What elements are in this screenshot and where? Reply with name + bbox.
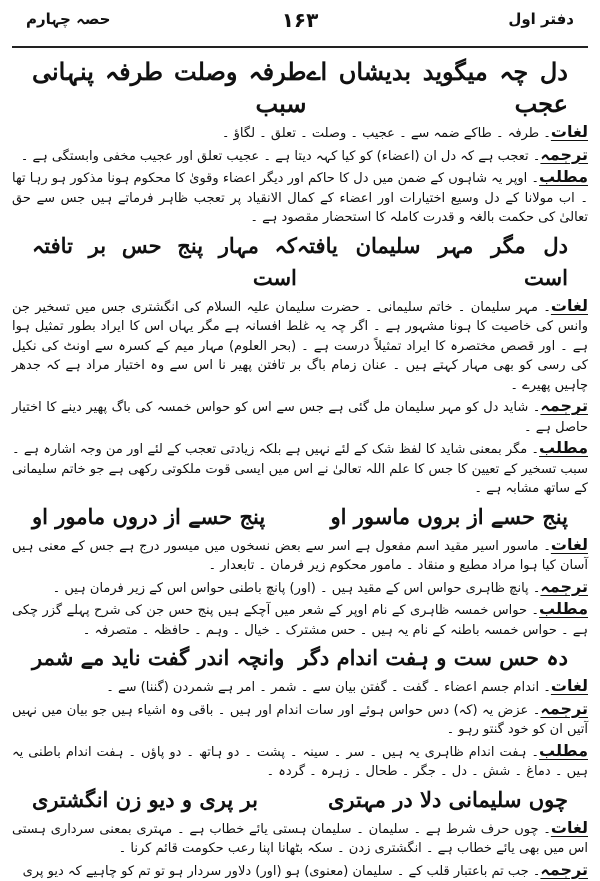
verse-couplet — [12, 501, 588, 533]
section-label: مطلب — [539, 599, 588, 618]
section-label: لغات — [551, 296, 588, 315]
lughat-paragraph — [12, 535, 588, 576]
section-label: ترجمہ — [540, 860, 588, 879]
verse-first-hemistich: دل مگر مہر سلیمان یافتہ است — [297, 230, 568, 294]
tarjuma-paragraph — [12, 860, 588, 881]
paragraph-text: ۔ تعجب ہے کہ دل ان (اعضاء) کو کیا کہہ دیتا ہے ۔ عجیب تعلق اور عجیب مخفی وابستگی ہے ۔ — [21, 149, 541, 164]
section-label: لغات — [551, 676, 588, 695]
matlab-paragraph — [12, 599, 588, 640]
verse-second-hemistich: پنج حسے از دروں مامور او — [32, 501, 265, 533]
verse-second-hemistich: بر پری و دیو زن انگشتری — [32, 784, 258, 816]
section-label: ترجمہ — [540, 577, 588, 596]
verse-couplet — [12, 56, 588, 120]
paragraph-text: ۔ حواس خمسہ ظاہری کے نام اوپر کے شعر میں آچکے ہیں پنج حس جن کی شرح پہلے گزر چکی ہے ۔ حواس خمسہ باطنہ کے نام یہ ہیں ۔ حس مشترک ۔ خیال ۔ وہم ۔ حافظہ ۔ متصرفہ ۔ — [12, 603, 588, 638]
page-number: ۱۶۳ — [12, 8, 588, 32]
section-label: مطلب — [539, 438, 588, 457]
section-label: ترجمہ — [540, 145, 588, 164]
lughat-paragraph — [12, 676, 588, 698]
volume-title: دفتر اول — [508, 10, 574, 28]
tarjuma-paragraph — [12, 699, 588, 740]
lughat-paragraph — [12, 296, 588, 396]
tarjuma-paragraph — [12, 145, 588, 167]
matlab-paragraph — [12, 167, 588, 228]
paragraph-text: ۔ طرفہ ۔ طاکے ضمہ سے ۔ عجیب ۔ وصلت ۔ تعلق ۔ لگاؤ ۔ — [222, 126, 551, 141]
paragraph-text: ۔ مگر بمعنی شاید کا لفظ شک کے لئے نہیں ہے بلکہ زیادتی تعجب کے لئے اور من وجہ اشارہ ہے ۔ سبب تسخیر کے تعیین کا جس کا علم اللہ تعالیٰ نے اس میں ایسی قوت ملکوتی رکھی ہے جو خاتم سلیمانی کے ساتھ مشابہ ہے ۔ — [12, 442, 588, 496]
matlab-paragraph — [12, 438, 588, 499]
tarjuma-paragraph — [12, 577, 588, 599]
paragraph-text: ۔ ماسور اسیر مقید اسم مفعول ہے اسر سے بعض نسخوں میں میسور درج ہے جس کے معنی ہیں آسان کیا ہوا مراد مطیع و منقاد ۔ مامور محکوم زیر فرمان ۔ تابعدار ۔ — [12, 539, 588, 574]
paragraph-text: ۔ شاید دل کو مہر سلیمان مل گئی ہے جس سے اس کو حواس خمسہ کی باگ پھیر دینے کا اختیار حاصل ہے ۔ — [12, 400, 588, 435]
verse-couplet — [12, 642, 588, 674]
verse-second-hemistich: وانچہ اندر گفت ناید مے شمر — [32, 642, 284, 674]
verse-first-hemistich: پنج حسے از بروں ماسور او — [331, 501, 569, 533]
verse-first-hemistich: دل چہ میگوید بدیشاں اے عجب — [306, 56, 568, 120]
verse-second-hemistich: طرفہ وصلت طرفہ پنہانی سبب — [32, 56, 306, 120]
lughat-paragraph — [12, 122, 588, 144]
lughat-paragraph — [12, 818, 588, 859]
page-body — [12, 56, 588, 881]
section-title: حصہ چہارم — [26, 10, 110, 28]
section-label: ترجمہ — [540, 699, 588, 718]
paragraph-text: ۔ اوپر یہ شاہوں کے ضمن میں دل کا حاکم اور دیگر اعضاء وقویٰ کا محکوم ہونا مذکور ہو رہا تھا ۔ اب مولانا کے دل وسیع اختیارات اور اعضاء کے کمال الانقیاد پر تعجب ظاہر فرماتے ہیں جس سے حق تعالیٰ کی حکمت بالغہ و قدرت کاملہ کا استحضار مقصود ہے ۔ — [12, 171, 588, 225]
paragraph-text: ۔ جب تم باعتبار قلب کے ۔ سلیمان (معنوی) ہو (اور) دلاور سردار ہو تو تم کو چاہیے کہ دیو پری — [23, 864, 541, 879]
matlab-paragraph — [12, 741, 588, 782]
paragraph-text: ۔ مہر سلیمان ۔ خاتم سلیمانی ۔ حضرت سلیمان علیہ السلام کی انگشتری جس میں تسخیر جن وانس کی خاصیت کا ہونا مشہور ہے ۔ اگر چہ یہ غلط افسانہ ہے مگر یہاں اس کا ایراد بطور تمثیل ہوا ہے ۔ اور قصص مختصرہ کا ایراد تمثیلاً درست ہے ۔ (بحر العلوم) مہار میم کے کسرہ سے اونٹ کی نکیل کی رسی کو بھی مہار کہتے ہیں ۔ عنان زمام باگ بر تافتن پھیر نا اس سے وہ اختیار مراد ہے کہ جدھر چاہیں پھیرے ۔ — [12, 300, 588, 393]
section-label: مطلب — [539, 167, 588, 186]
page-header — [12, 6, 588, 48]
section-label: لغات — [551, 535, 588, 554]
section-label: لغات — [551, 122, 588, 141]
paragraph-text: ۔ اندام جسم اعضاء ۔ گفت ۔ گفتن بیان سے ۔ شمر ۔ امر ہے شمردن (گننا) سے ۔ — [106, 680, 551, 695]
verse-second-hemistich: کہ مہار پنج حس بر تافتہ است — [32, 230, 297, 294]
paragraph-text: ۔ عزض یہ (کہ) دس حواس ہوئے اور سات اندام اور ہیں ۔ باقی وہ اشیاء ہیں جو بیان میں نہیں آتیں ان کو خود گنتو رہو ۔ — [12, 703, 588, 738]
section-label: لغات — [551, 818, 588, 837]
section-label: ترجمہ — [540, 396, 588, 415]
paragraph-text: ۔ چوں حرف شرط ہے ۔ سلیمان ۔ سلیمان ہستی یائے خطاب ہے ۔ مہتری بمعنی سرداری ہستی اس میں بھی یائے خطاب ہے ۔ انگشتری زدن ۔ سکہ بٹھانا اپنا رعب حکومت قائم کرنا ۔ — [12, 822, 588, 857]
verse-couplet — [12, 230, 588, 294]
paragraph-text: ۔ ہفت اندام ظاہری یہ ہیں ۔ سر ۔ سینہ ۔ پشت ۔ دو ہاتھ ۔ دو پاؤں ۔ ہفت اندام باطنی یہ ہیں ۔ دماغ ۔ شش ۔ دل ۔ جگر ۔ طحال ۔ زہرہ ۔ گردہ ۔ — [12, 745, 588, 780]
paragraph-text: ۔ پانچ ظاہری حواس اس کے مقید ہیں ۔ (اور) پانچ باطنی حواس اس کے زیر فرمان ہیں ۔ — [53, 581, 541, 596]
verse-couplet — [12, 784, 588, 816]
section-label: مطلب — [539, 741, 588, 760]
verse-first-hemistich: چوں سلیمانی دلا در مہتری — [328, 784, 568, 816]
tarjuma-paragraph — [12, 396, 588, 437]
verse-first-hemistich: دہ حس ست و ہفت اندام دگر — [298, 642, 568, 674]
